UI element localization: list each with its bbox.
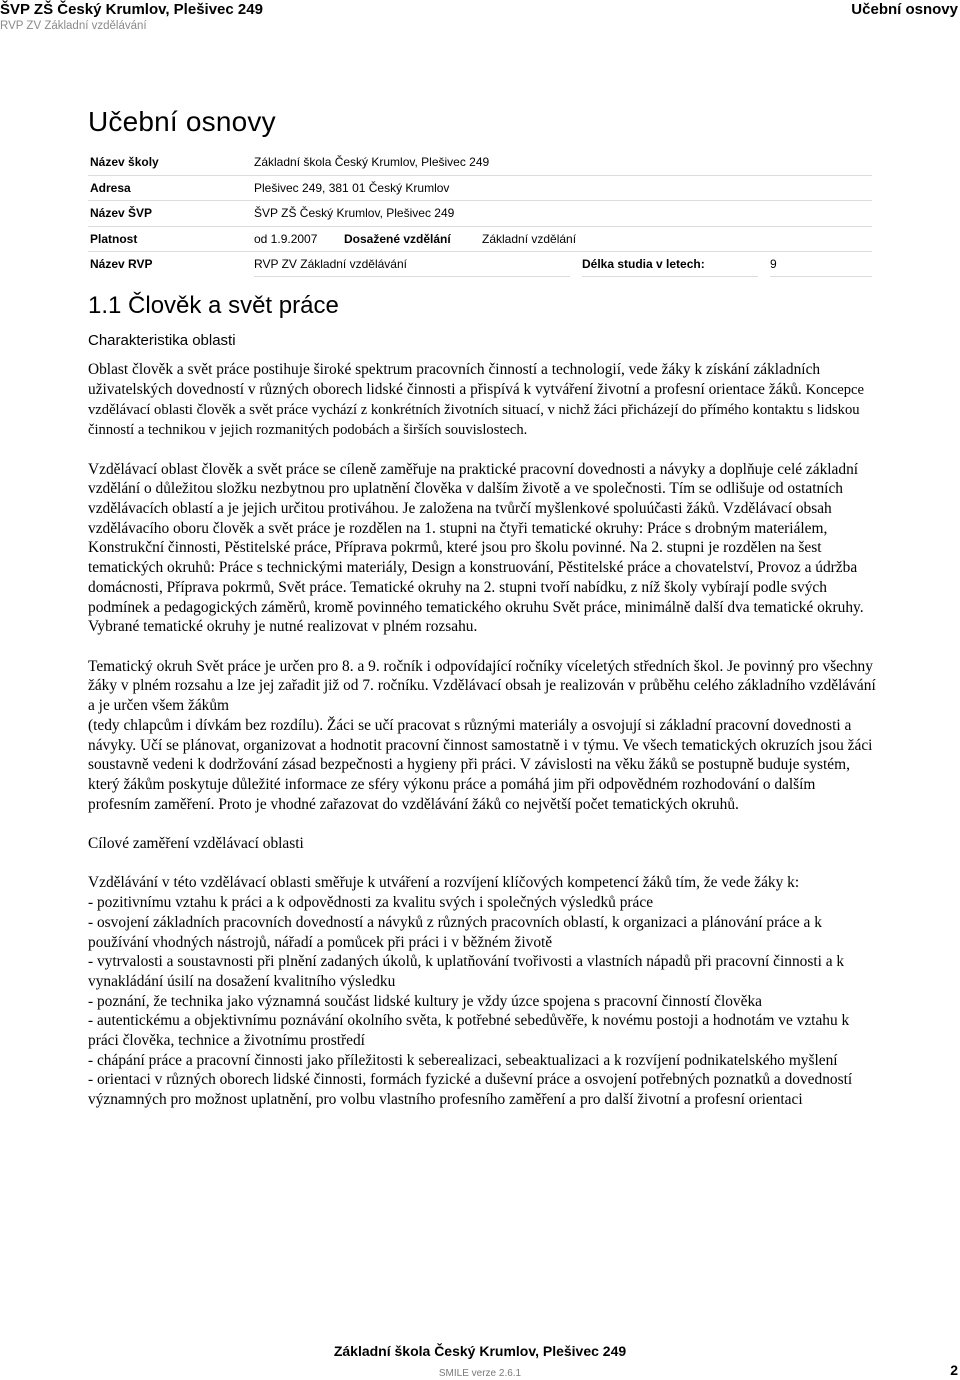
svp-label: Název ŠVP: [90, 206, 153, 220]
info-row-school: [88, 150, 872, 176]
footer-version: SMILE verze 2.6.1: [438, 1368, 522, 1379]
info-row-validity: [88, 227, 872, 253]
address-value: Plešivec 249, 381 01 Český Krumlov: [254, 180, 450, 195]
header-doc-type: Učební osnovy: [851, 1, 958, 18]
svp-value: ŠVP ZŠ Český Krumlov, Plešivec 249: [254, 206, 455, 220]
address-label: Adresa: [90, 180, 131, 195]
paragraph-world-of-work: Tematický okruh Svět práce je určen pro 8. a 9. ročník i odpovídající ročníky víceletých středních škol. Je povinný pro všechny žáky v plném rozsahu a lze jej zařadit již od 7. ročníku. Vzdělávací obsah je realizován v průběhu celého základního vzdělávání a je určen všem žákům: [88, 657, 876, 715]
section-title: 1.1 Člověk a svět práce: [88, 292, 339, 319]
goal-item: - chápání práce a pracovní činnosti jako příležitosti k seberealizaci, sebeaktualizaci a k rozvíjení podnikatelského myšlení: [88, 1051, 838, 1069]
info-row-svp: [88, 201, 872, 227]
school-value: Základní škola Český Krumlov, Plešivec 249: [254, 155, 490, 169]
info-table: [88, 150, 872, 277]
paragraph-intro-part1: Oblast člověk a svět práce postihuje široké spektrum pracovních činností a technologií, vede žáky k získání základních uživatelských dovedností v různých oborech lidské činnosti a přispívá k vytváření životní a profesní orientace žáků.: [88, 361, 821, 398]
validity-value: od 1.9.2007: [254, 231, 318, 246]
info-row-address: [88, 176, 872, 202]
duration-value: 9: [770, 257, 872, 277]
paragraph-intro: [88, 360, 878, 440]
paragraph-world-of-work-cont: (tedy chlapcům i dívkám bez rozdílu). Žáci se učí pracovat s různými materiály a osvojují si základní pracovní dovednosti a návyky. Učí se plánovat, organizovat a hodnotit pracovní činnost samostatně i v týmu. Ve všech tematických okruzích jsou žáci soustavně vedeni k dodržování zásad bezpečnosti a hygieny při práci. V závislosti na věku žáků se postupně buduje systém, který žákům poskytuje důležité informace ze sféry výkonu práce a pomáhá jim při odpovědném rozhodování o dalším profesním zaměření. Proto je vhodné zařazovat do vzdělávání žáků co největší počet tematických okruhů.: [88, 716, 873, 813]
header-subtitle: RVP ZV Základní vzdělávání: [0, 20, 147, 32]
education-label: Dosažené vzdělání: [344, 231, 451, 246]
goal-item: - poznání, že technika jako významná součást lidské kultury je vždy úzce spojena s pracovní činností člověka: [88, 992, 762, 1010]
goal-item: - osvojení základních pracovních dovedností a návyků z různých pracovních oblastí, k organizaci a plánování práce a k používání vhodných nástrojů, nářadí a pomůcek při práci i v běžném životě: [88, 913, 822, 951]
footer-school-name: Základní škola Český Krumlov, Plešivec 249: [333, 1343, 627, 1359]
duration-label: Délka studia v letech:: [582, 257, 758, 277]
goal-item: - autentickému a objektivnímu poznávání okolního světa, k potřebné sebedůvěře, k novému postoji a hodnotám ve vztahu k práci člověka, technice a životnímu prostředí: [88, 1012, 850, 1050]
section-subtitle: Charakteristika oblasti: [88, 332, 236, 349]
rvp-value: RVP ZV Základní vzdělávání: [254, 257, 570, 277]
page-header: [0, 0, 960, 40]
education-value: Základní vzdělání: [482, 231, 577, 246]
goal-item: - vytrvalosti a soustavnosti při plnění zadaných úkolů, k uplatňování tvořivosti a vlastních nápadů při pracovní činnosti a k vynakládání úsilí na dosažení kvalitního výsledku: [88, 953, 845, 990]
page-number: 2: [950, 1362, 958, 1378]
page-title: Učební osnovy: [88, 106, 276, 137]
rvp-label: Název RVP: [90, 257, 153, 271]
body-text: [88, 360, 878, 1110]
info-row-rvp: [88, 252, 872, 277]
goal-item: - orientaci v různých oborech lidské činnosti, formách fyzické a duševní práce a osvojení potřebných poznatků a dovedností významných pro možnost uplatnění, pro volbu vlastního profesního zaměření a pro další životní a profesní orientaci: [88, 1071, 853, 1109]
header-school-name: ŠVP ZŠ Český Krumlov, Plešivec 249: [0, 1, 263, 18]
paragraph-focus: Vzdělávací oblast člověk a svět práce se cíleně zaměřuje na praktické pracovní dovednosti a návyky a doplňuje celé základní vzdělání o důležitou složku nezbytnou pro uplatnění člověka v dalším životě a ve společnosti. Tím se odlišuje od ostatních vzdělávacích oblastí a je jejich určitou protiváhou. Je založena na tvůrčí myšlenkové spoluúčasti žáků. Vzdělávací obsah vzdělávacího oboru člověk a svět práce je rozdělen na 1. stupni na čtyři tematické okruhy: Práce s drobným materiálem, Konstrukční činnosti, Pěstitelské práce, Příprava pokrmů, které jsou pro školu povinné. Na 2. stupni je rozdělen na šest tematických okruhů: Práce s technickými materiály, Design a konstruování, Pěstitelské práce a chovatelství, Provoz a údržba domácnosti, Příprava pokrmů, Svět práce. Tematické okruhy na 2. stupni tvoří nabídku, z níž školy vybírají podle svých podmínek a pedagogických záměrů, kromě povinného tematického okruhu Svět práce, minimálně další dva tematické okruhy. Vybrané tematické okruhy je nutné realizovat v plném rozsahu.: [88, 460, 864, 636]
paragraph-goals-intro: Vzdělávání v této vzdělávací oblasti směřuje k utváření a rozvíjení klíčových kompetencí žáků tím, že vede žáky k:: [88, 874, 800, 892]
goal-item: - pozitivnímu vztahu k práci a k odpovědnosti za kvalitu svých i společných výsledků práce: [88, 894, 654, 912]
paragraph-intro-part2: Koncepce vzdělávací oblasti člověk a svět práce vychází z konkrétních životních situací, v nichž žáci přicházejí do přímého kontaktu s lidskou činností a technikou v jejich rozmanitých podobách a širších souvislostech.: [88, 381, 864, 438]
validity-label: Platnost: [90, 231, 138, 246]
school-label: Název školy: [90, 155, 159, 169]
paragraph-goals-heading: Cílové zaměření vzdělávací oblasti: [88, 835, 304, 852]
